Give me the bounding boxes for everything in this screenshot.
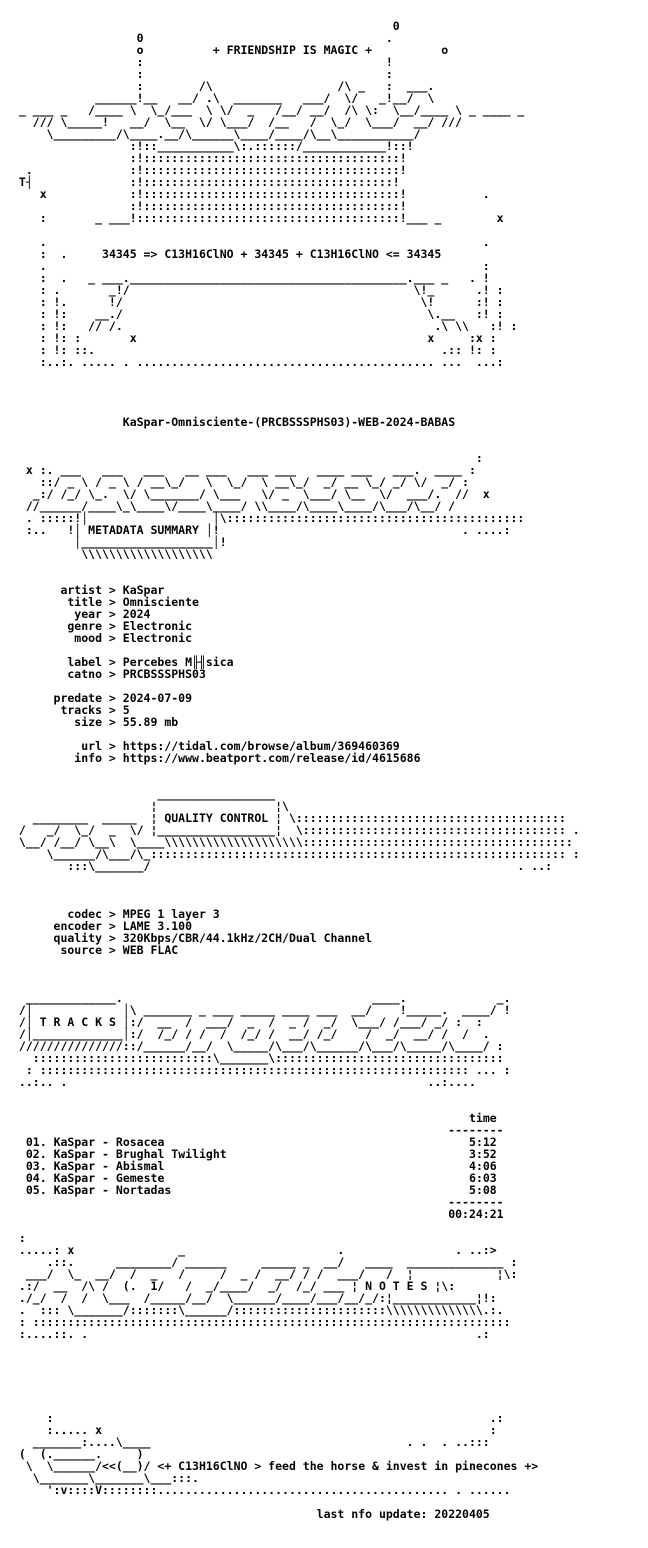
field-url-value: https://tidal.com/browse/album/369460369 <box>122 739 400 753</box>
blank-line <box>12 1376 580 1388</box>
header-slogan-value: + FRIENDSHIP IS MAGIC + <box>212 43 373 57</box>
blank-line <box>12 1340 580 1352</box>
notes-banner-art: : ::::::::::::::::::::::::::::::::::::::::::::::::::::::::::::::::::::: <box>12 1315 511 1329</box>
quality-banner-art: / _/ \_/ _ \/ ¦_________________¦ \:::::::::::::::::::::::::::::::::::::: . <box>12 823 580 837</box>
field-predate-value: 2024-07-09 <box>122 691 193 705</box>
header-art: ______!__ __/ .\ _______ ___/ \/ _!__/ \ <box>12 91 442 105</box>
blank-line <box>12 380 580 392</box>
metadata-banner-art: _:/ /_/ \_. \/ \_______/ \___ \/ _ \___/ \__ \/ ___/. // x <box>12 487 490 501</box>
field-quality-value: 320Kbps/CBR/44.1kHz/2CH/Dual Channel <box>122 931 373 945</box>
field-mood-value: Electronic <box>122 631 193 645</box>
blank-line <box>12 1220 580 1232</box>
track-number: 03. <box>25 1159 47 1173</box>
footer-art: ':v::::V::::::::.......................................... . ...... <box>12 1483 511 1497</box>
footer-tagline: \ \______/<<(__)/ <+ C13H16ClNO > feed the horse & invest in pinecones +> <box>12 1459 539 1473</box>
track-artist: KaSpar <box>53 1135 96 1149</box>
notes-section-title: .:/ __ /\ / (. 1/ / _/____/ _/ /_/ ___ ¦ N O T E S ¦\: <box>12 1279 456 1293</box>
header-art: : . _!/ \!_ .! : <box>12 283 504 297</box>
tracks-banner-art: ///////////////::/______/__/ \_____/\___/\______/\___/\_____/\____/ : <box>12 1039 504 1053</box>
field-quality: quality > 320Kbps/CBR/44.1kHz/2CH/Dual Channel <box>12 931 373 945</box>
notes-banner-art: .::. ________/ ______ _____ _ __/ ____ ______________ : <box>12 1255 518 1269</box>
field-tracks-value: 5 <box>122 703 130 717</box>
track-number: 05. <box>25 1183 47 1197</box>
footer-art: : .: <box>12 1411 504 1425</box>
track-artist: KaSpar <box>53 1171 96 1185</box>
header-art: : !. !/ \! :! : <box>12 295 504 309</box>
time-header-value: time <box>468 1111 497 1125</box>
header-art: :!:::::::::::::::::::::::::::::::::::::! <box>12 151 407 165</box>
field-tracks: tracks > 5 <box>12 703 130 717</box>
header-art: \_________/\____.__/\______\____/____/\__\___________/ <box>12 127 421 141</box>
tracks-rule: -------- <box>12 1195 504 1209</box>
track-row: 05. KaSpar - Nortadas 5:08 <box>25 1183 497 1197</box>
track-row: 04. KaSpar - Gemeste 6:03 <box>25 1171 497 1185</box>
footer-art: \_______\_______\___:::. <box>12 1471 199 1485</box>
field-genre-value: Electronic <box>122 619 193 633</box>
release-name <box>12 416 580 428</box>
quality-section-title-value: QUALITY CONTROL <box>164 811 269 825</box>
notes-banner-art: : <box>12 1231 26 1245</box>
notes-banner-art: ___/ \_ __/ / _ / / _ / __/ / / ___/ / ¦ ¦\: <box>12 1267 518 1281</box>
track-title: Rosacea <box>115 1135 165 1149</box>
header-art: : !: __./ \.__ :! : <box>12 307 504 321</box>
footer-tagline-value: <+ C13H16ClNO > feed the horse & invest in pinecones +> <box>157 1459 539 1473</box>
track-number: 02. <box>25 1147 47 1161</box>
metadata-banner-art: //______/____\_\____\/____\____/ \\____/\____\____/\___/\__/ / <box>12 499 456 513</box>
metadata-banner-art: . :::::!│ │\::::::::::::::::::::::::::::::::::::::::::: <box>12 511 525 525</box>
header-art: : : <box>12 67 456 81</box>
header-art: : . _ ___.________________________________________.___ _ . ! <box>12 271 490 285</box>
tracks-banner-art: /│_____________│:/ /_/ / / / /_/ / __/ /_/ / _/ __/ / / . <box>12 1027 490 1041</box>
track-title: Nortadas <box>115 1183 172 1197</box>
metadata-banner-art: x :. ___ ___ ___ __ ___ ___ ___ ____ ___ ___. ____ : <box>12 463 476 477</box>
metadata-banner-art: : <box>12 451 483 465</box>
header-art: : _ ___!::::::::::::::::::::::::::::::::::::::!___ _ x <box>12 211 504 225</box>
header-art: : !: : x x :x : <box>12 331 497 345</box>
footer-art: _______:....\____ . . . ..::: <box>12 1435 490 1449</box>
track-time: 5:08 <box>469 1183 497 1197</box>
field-title: title > Omnisciente <box>12 595 199 609</box>
blank-line <box>12 392 580 404</box>
field-predate: predate > 2024-07-09 <box>12 691 193 705</box>
blank-line <box>12 1364 580 1376</box>
quality-banner-art: ¦ ¦\ <box>12 799 289 813</box>
field-encoder-value: LAME 3.100 <box>122 919 193 933</box>
metadata-banner-art: ::/ _ \ / _ \ / __\_/ \ \_/ \ __\_/ _/ __ \_/ _/ \/ _/ : <box>12 475 469 489</box>
field-catno: catno > PRCBSSSPHS03 <box>12 667 206 681</box>
formula-line: : . 34345 => C13H16ClNO + 34345 + C13H16ClNO <= 34345 <box>12 247 442 261</box>
metadata-section-title: :.. !│ METADATA SUMMARY │! . ....: <box>12 523 511 537</box>
notes-banner-art: :....::. . .: <box>12 1327 490 1341</box>
track-row: 01. KaSpar - Rosacea 5:12 <box>25 1135 497 1149</box>
last-update-value: last nfo update: 20220405 <box>316 1507 490 1521</box>
header-art: 0 <box>12 19 463 33</box>
field-artist: artist > KaSpar <box>12 583 165 597</box>
header-art: :..:. ..... . ........................................... ... ...: <box>12 355 504 369</box>
metadata-banner-art: \\\\\\\\\\\\\\\\\\\ <box>12 547 213 561</box>
track-time: 5:12 <box>469 1135 497 1149</box>
blank-line <box>12 884 580 896</box>
metadata-banner-art: │___________________│! <box>12 535 227 549</box>
blank-line <box>12 428 580 440</box>
field-encoder: encoder > LAME 3.100 <box>12 919 193 933</box>
field-size: size > 55.89 mb <box>12 715 179 729</box>
total-time-value: 00:24:21 <box>448 1207 504 1221</box>
track-time: 6:03 <box>469 1171 497 1185</box>
field-info-value: https://www.beatport.com/release/id/4615686 <box>122 751 421 765</box>
blank-line <box>12 764 580 776</box>
track-time: 3:52 <box>469 1147 497 1161</box>
header-art: /// \_____! __/ \__ \/ \___/ /__ / \_/ \___/ __/ /// <box>12 115 463 129</box>
field-year: year > 2024 <box>12 607 151 621</box>
track-number: 01. <box>25 1135 47 1149</box>
blank-line <box>12 560 580 572</box>
header-art: . : <box>12 259 490 273</box>
notes-banner-art: .....: x _ . . ..:> <box>12 1243 497 1257</box>
header-art: : ! <box>12 55 456 69</box>
header-art: . . <box>12 235 490 249</box>
blank-line <box>12 1352 580 1364</box>
track-artist: KaSpar <box>53 1159 96 1173</box>
track-time: 4:06 <box>469 1159 497 1173</box>
field-size-value: 55.89 mb <box>122 715 179 729</box>
total-time <box>12 1208 580 1220</box>
tracks-banner-art: : :::::::::::::::::::::::::::::::::::::::::::::::::::::::::::::: ... : <box>12 1063 511 1077</box>
track-artist: KaSpar <box>53 1147 96 1161</box>
formula-line-value: 34345 => C13H16ClNO + 34345 + C13H16ClNO <= 34345 <box>102 247 442 261</box>
field-codec-value: MPEG 1 layer 3 <box>122 907 220 921</box>
header-art: 0 . <box>12 31 456 45</box>
track-row: 03. KaSpar - Abismal 4:06 <box>25 1159 497 1173</box>
field-mood: mood > Electronic <box>12 631 193 645</box>
footer-art: ( (.______. ) <box>12 1447 144 1461</box>
notes-banner-art: ./_/ / / \___ /_____/__/ \______/____/___/__/_/:¦____________¦!: <box>12 1291 497 1305</box>
nfo-document <box>12 8 580 1520</box>
field-label-value: Percebes M╟╢sica <box>122 655 234 669</box>
quality-banner-art: \______/\___/\_:::::::::::::::::::::::::::::::::::::::::::::::::::::::::::: : <box>12 847 580 861</box>
notes-banner-art: . ::: \_______/:::::::\______/::::::::::::::::::::::\\\\\\\\\\\\\\.:. <box>12 1303 504 1317</box>
field-source: source > WEB FLAC <box>12 943 179 957</box>
field-label: label > Percebes M╟╢sica <box>12 655 234 669</box>
blank-line <box>12 968 580 980</box>
track-row: 02. KaSpar - Brughal Twilight 3:52 <box>25 1147 497 1161</box>
header-art: : !: ::. .:: !: : <box>12 343 497 357</box>
track-artist: KaSpar <box>53 1183 96 1197</box>
header-art: T┤ :!::::::::::::::::::::::::::::::::::::! <box>12 175 400 189</box>
track-title: Brughal Twilight <box>115 1147 227 1161</box>
notes-section-title-value: N O T E S <box>365 1279 428 1293</box>
field-artist-value: KaSpar <box>122 583 165 597</box>
header-art: . :!:::::::::::::::::::::::::::::::::::::! <box>12 163 407 177</box>
quality-section-title: ________ _____ ¦ QUALITY CONTROL ¦ \::::::::::::::::::::::::::::::::::::::: <box>12 811 566 825</box>
blank-line <box>12 872 580 884</box>
field-title-value: Omnisciente <box>122 595 199 609</box>
header-slogan: o + FRIENDSHIP IS MAGIC + o <box>12 43 511 57</box>
header-art: : /\ /\ _ : ___. <box>12 79 456 93</box>
blank-line <box>12 1088 580 1100</box>
header-art: :!:::::::::::::::::::::::::::::::::::::! <box>12 199 407 213</box>
tracks-section-title: /│ T R A C K S │:/ __ / ___/ _ / _ / _/ \___/ /___/ _/ : : <box>12 1015 483 1029</box>
field-source-value: WEB FLAC <box>122 943 179 957</box>
metadata-section-title-value: METADATA SUMMARY <box>88 523 199 537</box>
release-name-value: KaSpar-Omnisciente-(PRCBSSSPHS03)-WEB-2024-BABAS <box>122 415 456 429</box>
field-genre: genre > Electronic <box>12 619 193 633</box>
tracks-rule: -------- <box>12 1123 504 1137</box>
tracks-banner-art: _____________. ____. _. <box>12 991 511 1005</box>
field-info: info > https://www.beatport.com/release/id/4615686 <box>12 751 421 765</box>
track-number: 04. <box>25 1171 47 1185</box>
blank-line <box>12 1388 580 1400</box>
track-title: Gemeste <box>115 1171 165 1185</box>
header-art: : !: // /. .\ \\ :! : <box>12 319 518 333</box>
field-catno-value: PRCBSSSPHS03 <box>122 667 206 681</box>
tracks-section-title-value: T R A C K S <box>39 1015 116 1029</box>
header-art: x :!:::::::::::::::::::::::::::::::::::::! . <box>12 187 490 201</box>
tracks-banner-art: ::::::::::::::::::::::::::\_______\::::::::::::::::::::::::::::::::: <box>12 1051 504 1065</box>
field-year-value: 2024 <box>122 607 151 621</box>
field-codec: codec > MPEG 1 layer 3 <box>12 907 220 921</box>
quality-banner-art: \__/ /__/ \__\ \____\\\\\\\\\\\\\\\\\\\\::::::::::::::::::::::::::::::::::::::: <box>12 835 573 849</box>
quality-banner-art: _________________ <box>12 787 276 801</box>
blank-line <box>12 956 580 968</box>
header-art: :!::___________\:.::::::/____________!::! <box>12 139 414 153</box>
tracks-banner-art: /│ │\ _______ _ ___ _____ ____ ___ __/ !_____. ____/ ! <box>12 1003 511 1017</box>
footer-art: :..... x : <box>12 1423 497 1437</box>
tracks-banner-art: ..:.. . ..:.... <box>12 1075 476 1089</box>
header-art: _ ___ _ /____ \ \_/___ \ \/ _ /__/ __/ /\ \: \__/____ \ _ ____ _ <box>12 103 525 117</box>
field-url: url > https://tidal.com/browse/album/369460369 <box>12 739 400 753</box>
last-update <box>12 1508 580 1520</box>
blank-line <box>12 368 580 380</box>
quality-banner-art: :::\_______/ . ..: <box>12 859 553 873</box>
track-title: Abismal <box>115 1159 165 1173</box>
